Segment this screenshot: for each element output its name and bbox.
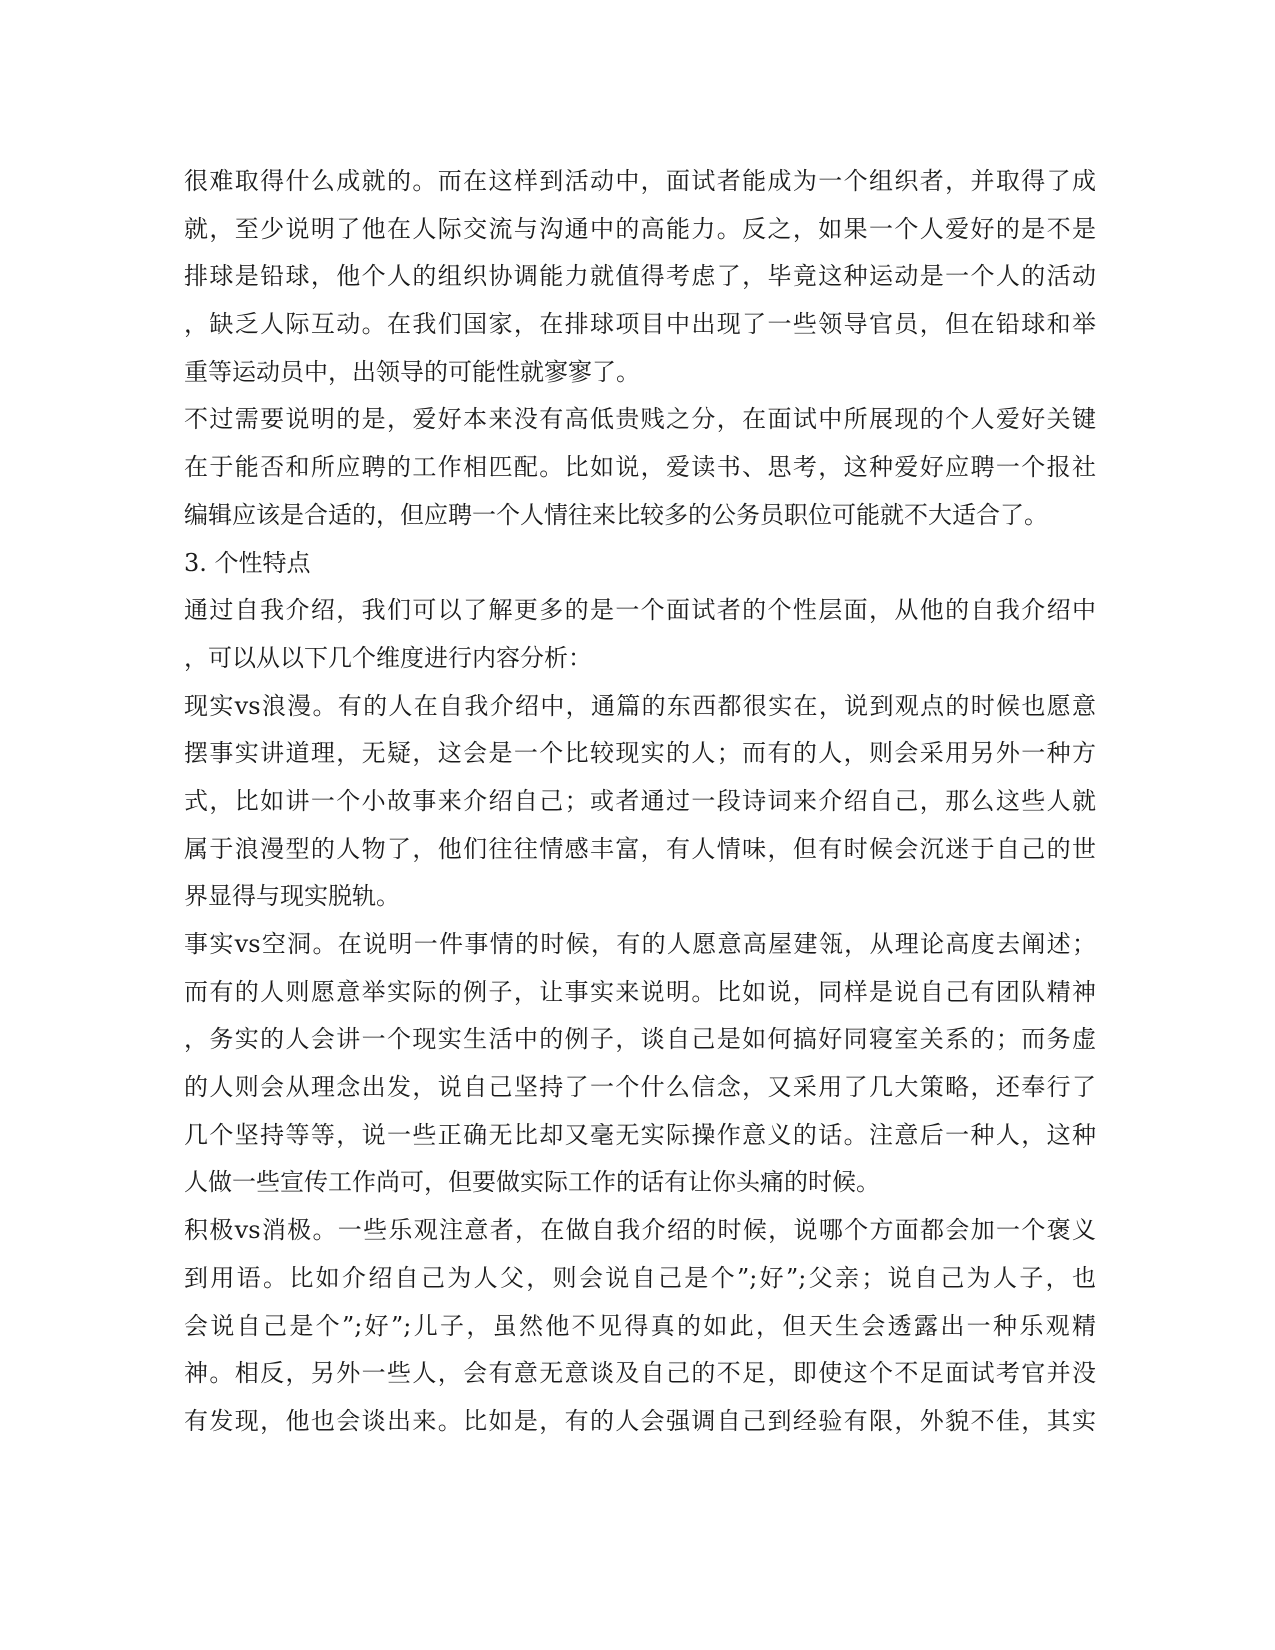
body-text	[184, 158, 1096, 1446]
text-line: 神。相反，另外一些人，会有意无意谈及自己的不足，即使这个不足面试考官并没	[184, 1359, 1096, 1388]
text-line: 属于浪漫型的人物了，他们往往情感丰富，有人情味，但有时候会沉迷于自己的世	[184, 834, 1096, 863]
text-line: 编辑应该是合适的，但应聘一个人情往来比较多的公务员职位可能就不大适合了。	[184, 500, 1048, 529]
text-line: 3. 个性特点	[184, 548, 311, 577]
text-line: 就，至少说明了他在人际交流与沟通中的高能力。反之，如果一个人爱好的是不是	[184, 214, 1096, 243]
text-line: 积极vs消极。一些乐观注意者，在做自我介绍的时候，说哪个方面都会加一个褒义	[184, 1216, 1096, 1245]
text-line: 人做一些宣传工作尚可，但要做实际工作的话有让你头痛的时候。	[184, 1168, 880, 1197]
text-line: 而有的人则愿意举实际的例子，让事实来说明。比如说，同样是说自己有团队精神	[184, 977, 1096, 1006]
text-line: 事实vs空洞。在说明一件事情的时候，有的人愿意高屋建瓴，从理论高度去阐述；	[184, 930, 1096, 958]
text-line: 式，比如讲一个小故事来介绍自己；或者通过一段诗词来介绍自己，那么这些人就	[184, 786, 1096, 815]
text-line: 几个坚持等等，说一些正确无比却又毫无实际操作意义的话。注意后一种人，这种	[184, 1120, 1096, 1149]
text-line: 的人则会从理念出发，说自己坚持了一个什么信念，又采用了几大策略，还奉行了	[184, 1073, 1096, 1102]
text-line: 摆事实讲道理，无疑，这会是一个比较现实的人；而有的人，则会采用另外一种方	[184, 739, 1096, 768]
text-line: 重等运动员中，出领导的可能性就寥寥了。	[184, 357, 640, 386]
text-line: 通过自我介绍，我们可以了解更多的是一个面试者的个性层面，从他的自我介绍中	[184, 596, 1096, 625]
text-line: 会说自己是个”;好”;儿子，虽然他不见得真的如此，但天生会透露出一种乐观精	[184, 1311, 1096, 1340]
text-line: 界显得与现实脱轨。	[184, 882, 400, 911]
text-line: ，缺乏人际互动。在我们国家，在排球项目中出现了一些领导官员，但在铅球和举	[184, 310, 1096, 339]
text-line: 在于能否和所应聘的工作相匹配。比如说，爱读书、思考，这种爱好应聘一个报社	[184, 453, 1096, 482]
text-line: 有发现，他也会谈出来。比如是，有的人会强调自己到经验有限，外貌不佳，其实	[184, 1406, 1096, 1435]
text-line: 不过需要说明的是，爱好本来没有高低贵贱之分，在面试中所展现的个人爱好关键	[184, 405, 1096, 434]
text-line: ，务实的人会讲一个现实生活中的例子，谈自己是如何搞好同寝室关系的；而务虚	[184, 1025, 1096, 1054]
text-line: 很难取得什么成就的。而在这样到活动中，面试者能成为一个组织者，并取得了成	[184, 167, 1096, 195]
text-line: 到用语。比如介绍自己为人父，则会说自己是个”;好”;父亲；说自己为人子，也	[184, 1263, 1096, 1292]
text-line: ，可以从以下几个维度进行内容分析：	[184, 643, 592, 672]
text-line: 现实vs浪漫。有的人在自我介绍中，通篇的东西都很实在，说到观点的时候也愿意	[184, 691, 1096, 720]
text-line: 排球是铅球，他个人的组织协调能力就值得考虑了，毕竟这种运动是一个人的活动	[184, 262, 1096, 291]
